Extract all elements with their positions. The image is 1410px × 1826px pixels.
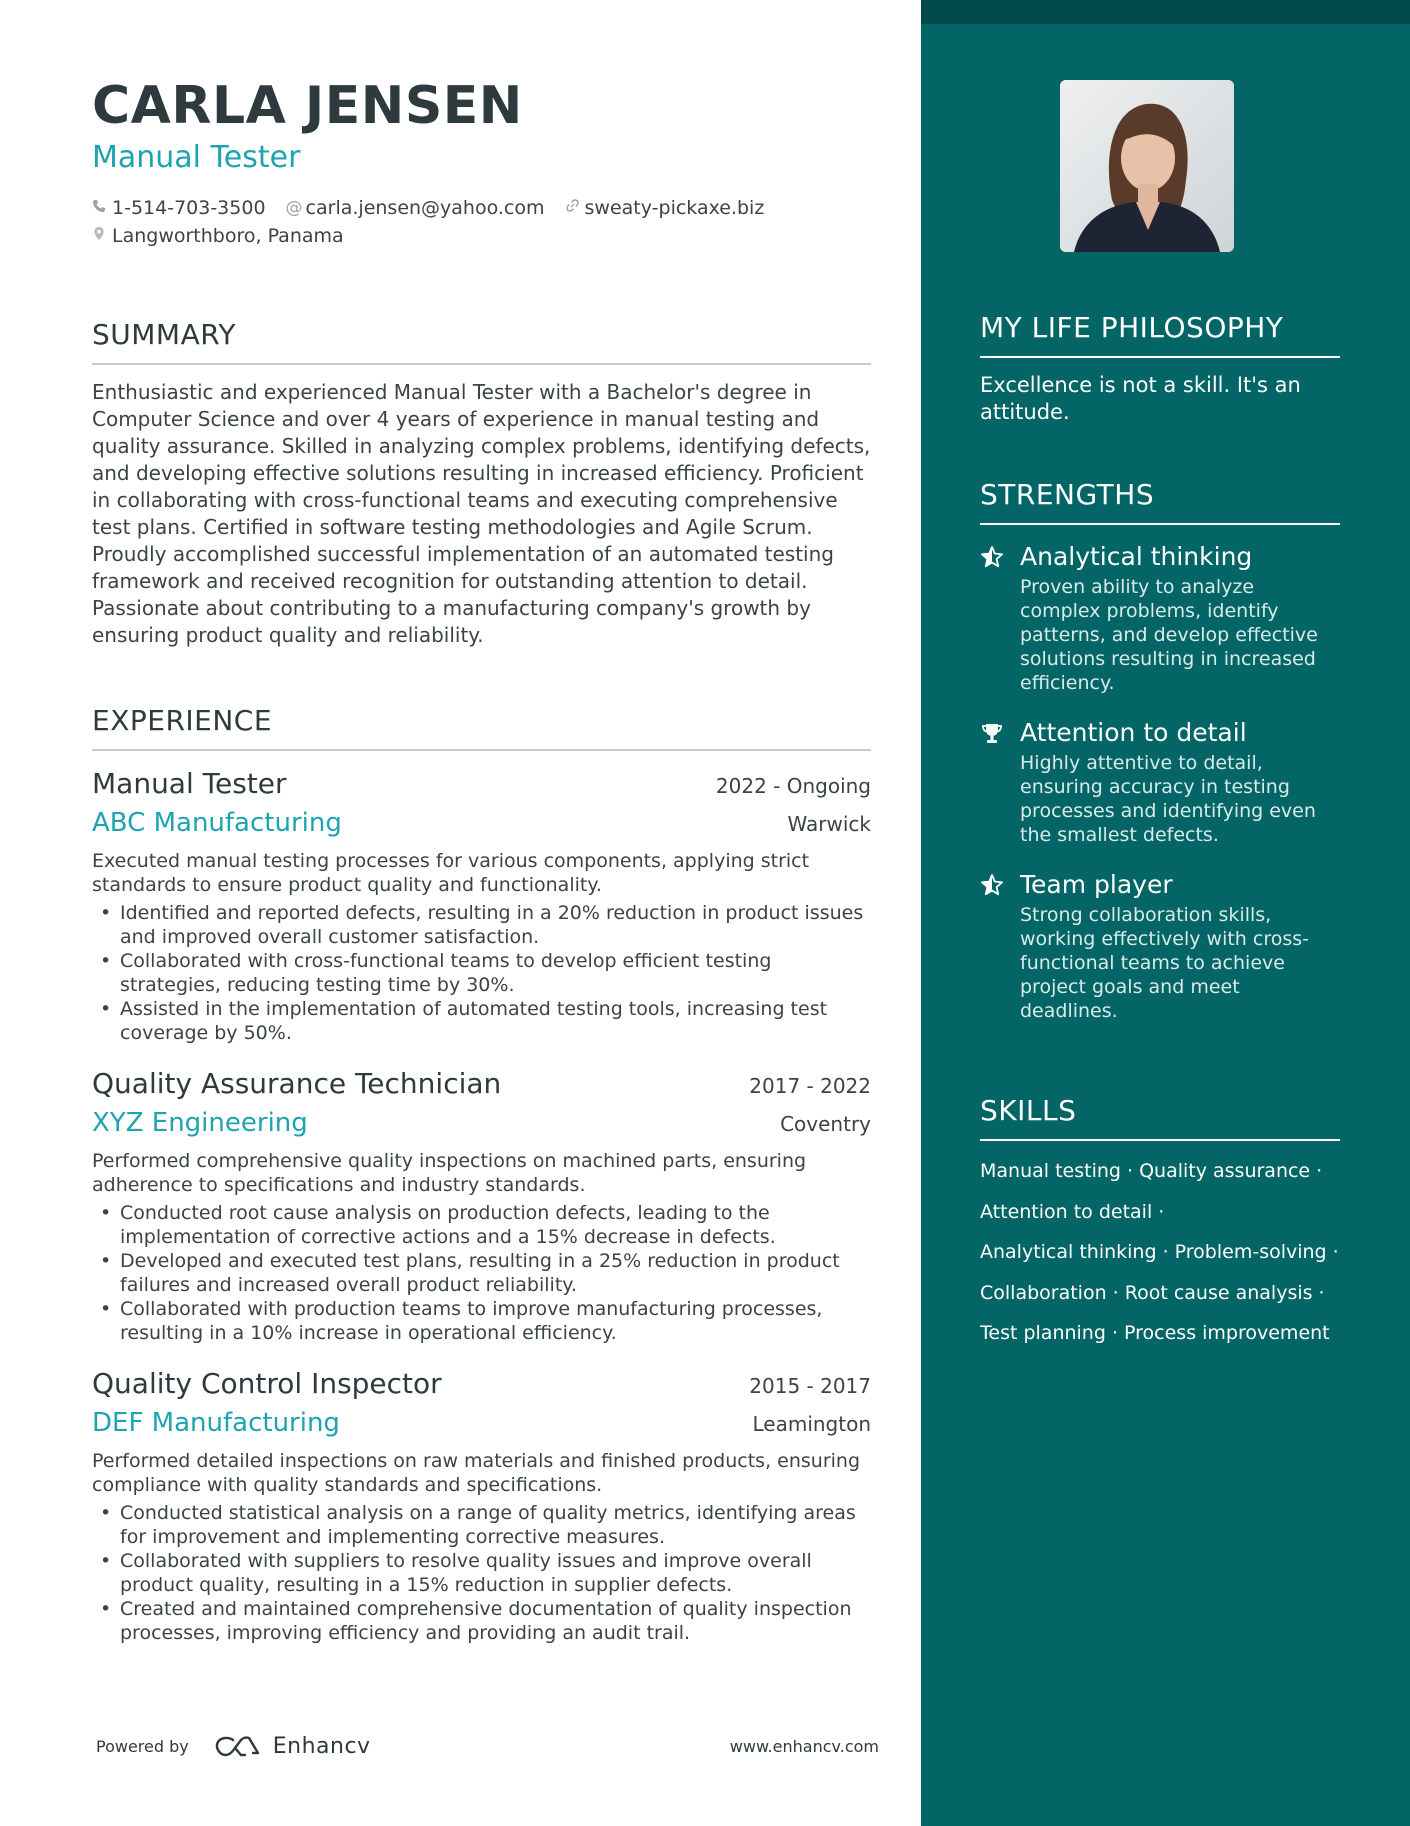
phone-contact[interactable]: [92, 194, 266, 222]
phone-text: 1-514-703-3500: [112, 197, 266, 219]
job-company: ABC Manufacturing: [92, 808, 342, 838]
strength-title: Analytical thinking: [1020, 542, 1253, 571]
job-title: Quality Assurance Technician: [92, 1067, 502, 1100]
trophy-icon: [980, 717, 1020, 847]
philosophy-heading: MY LIFE PHILOSOPHY: [980, 310, 1340, 358]
philosophy-text: Excellence is not a skill. It's an attitude.: [980, 373, 1301, 424]
brand-name: Enhancv: [272, 1734, 371, 1759]
job-bullet: • Collaborated with cross-functional teams to develop efficient testing strategies, reducing testing time by 30%.: [92, 949, 871, 997]
location-pin-icon: [92, 222, 106, 250]
website-text: sweaty-pickaxe.biz: [584, 197, 765, 219]
job-bullets: [92, 1501, 871, 1645]
summary-section: [92, 317, 871, 649]
website-contact[interactable]: [565, 194, 765, 222]
job-entry: [92, 1365, 871, 1645]
job-title: Manual Tester: [92, 767, 287, 800]
job-company: XYZ Engineering: [92, 1108, 308, 1138]
email-contact[interactable]: [286, 194, 545, 222]
strength-description: Strong collaboration skills, working effectively with cross-functional teams to achieve project goals and meet deadlines.: [1020, 904, 1310, 1022]
sidebar-top-bar: [921, 0, 1410, 24]
star-icon: [980, 541, 1020, 695]
job-bullet: • Collaborated with production teams to improve manufacturing processes, resulting in a 10% increase in operational efficiency.: [92, 1297, 871, 1345]
skills-line: Attention to detail ·: [980, 1200, 1165, 1223]
job-dates: 2017 - 2022: [749, 1074, 871, 1098]
enhancv-logo-icon: [215, 1736, 261, 1758]
strength-title: Team player: [1020, 870, 1173, 899]
job-bullet: • Assisted in the implementation of automated testing tools, increasing test coverage by 50%.: [92, 997, 871, 1045]
summary-heading: SUMMARY: [92, 317, 871, 365]
candidate-role: Manual Tester: [92, 140, 301, 175]
job-bullet: • Collaborated with suppliers to resolve quality issues and improve overall product quality, resulting in a 15% reduction in supplier defects.: [92, 1549, 871, 1597]
strength-description: Proven ability to analyze complex problems, identify patterns, and develop effective solutions resulting in increased efficiency.: [1020, 576, 1318, 694]
job-dates: 2022 - Ongoing: [715, 774, 871, 798]
job-location: Warwick: [787, 812, 871, 836]
enhancv-logo[interactable]: [215, 1734, 371, 1759]
sidebar: [921, 0, 1410, 1826]
location-contact: [92, 222, 344, 250]
job-bullet: • Conducted statistical analysis on a range of quality metrics, identifying areas for improvement and implementing corrective measures.: [92, 1501, 871, 1549]
phone-icon: [92, 194, 106, 222]
experience-heading: EXPERIENCE: [92, 703, 871, 751]
strength-description: Highly attentive to detail, ensuring accuracy in testing processes and identifying even the smallest defects.: [1020, 752, 1316, 846]
skills-list: [980, 1151, 1340, 1354]
strength-item: [980, 869, 1340, 1023]
strength-item: [980, 541, 1340, 695]
job-bullet: • Developed and executed test plans, resulting in a 25% reduction in product failures and increased overall product reliability.: [92, 1249, 871, 1297]
job-dates: 2015 - 2017: [749, 1374, 871, 1398]
summary-text: Enthusiastic and experienced Manual Tester with a Bachelor's degree in Computer Science and over 4 years of experience in manual testing and quality assurance. Skilled in analyzing complex problems, identifying defects, and developing effective solutions resulting in increased efficiency. Proficient in collaborating with cross-functional teams and executing comprehensive test plans. Certified in software testing methodologies and Agile Scrum. Proudly accomplished successful implementation of an automated testing framework and received recognition for outstanding attention to detail. Passionate about contributing to a manufacturing company's growth by ensuring product quality and reliability.: [92, 380, 871, 647]
strengths-section: [980, 477, 1340, 1023]
strengths-heading: STRENGTHS: [980, 477, 1340, 525]
skills-section: [980, 1093, 1340, 1354]
job-location: Leamington: [752, 1412, 871, 1436]
job-title: Quality Control Inspector: [92, 1367, 442, 1400]
skills-line: Collaboration · Root cause analysis ·: [980, 1281, 1325, 1304]
skills-line: Test planning · Process improvement: [980, 1322, 1330, 1344]
candidate-name: CARLA JENSEN: [92, 76, 523, 136]
job-entry: [92, 765, 871, 1045]
footer: [96, 1734, 879, 1759]
job-bullet: • Identified and reported defects, resulting in a 20% reduction in product issues and improved overall customer satisfaction.: [92, 901, 871, 949]
skills-line: Manual testing · Quality assurance ·: [980, 1160, 1323, 1182]
footer-website[interactable]: www.enhancv.com: [729, 1737, 879, 1756]
profile-photo: [1060, 80, 1234, 252]
strength-item: [980, 717, 1340, 847]
job-company: DEF Manufacturing: [92, 1408, 340, 1438]
location-text: Langworthboro, Panama: [112, 225, 344, 247]
job-description: Executed manual testing processes for various components, applying strict standards to ensure product quality and functionality.: [92, 850, 810, 896]
job-description: Performed detailed inspections on raw materials and finished products, ensuring compliance with quality standards and specifications.: [92, 1450, 861, 1496]
job-bullets: [92, 901, 871, 1045]
strength-title: Attention to detail: [1020, 718, 1247, 747]
job-location: Coventry: [780, 1112, 871, 1136]
skills-heading: SKILLS: [980, 1093, 1340, 1141]
job-bullet: • Conducted root cause analysis on production defects, leading to the implementation of corrective actions and a 15% decrease in defects.: [92, 1201, 871, 1249]
star-icon: [980, 869, 1020, 1023]
powered-by-label: Powered by: [96, 1737, 189, 1756]
job-bullets: [92, 1201, 871, 1345]
experience-section: [92, 703, 871, 1645]
email-text: carla.jensen@yahoo.com: [305, 197, 545, 219]
philosophy-section: [980, 310, 1340, 426]
skills-line: Analytical thinking · Problem-solving ·: [980, 1241, 1339, 1263]
contact-info: [92, 194, 921, 250]
at-icon: @: [285, 198, 303, 218]
job-bullet: • Created and maintained comprehensive documentation of quality inspection processes, improving efficiency and providing an audit trail.: [92, 1597, 871, 1645]
job-entry: [92, 1065, 871, 1345]
link-icon: [565, 194, 579, 222]
job-description: Performed comprehensive quality inspections on machined parts, ensuring adherence to specifications and industry standards.: [92, 1150, 807, 1196]
